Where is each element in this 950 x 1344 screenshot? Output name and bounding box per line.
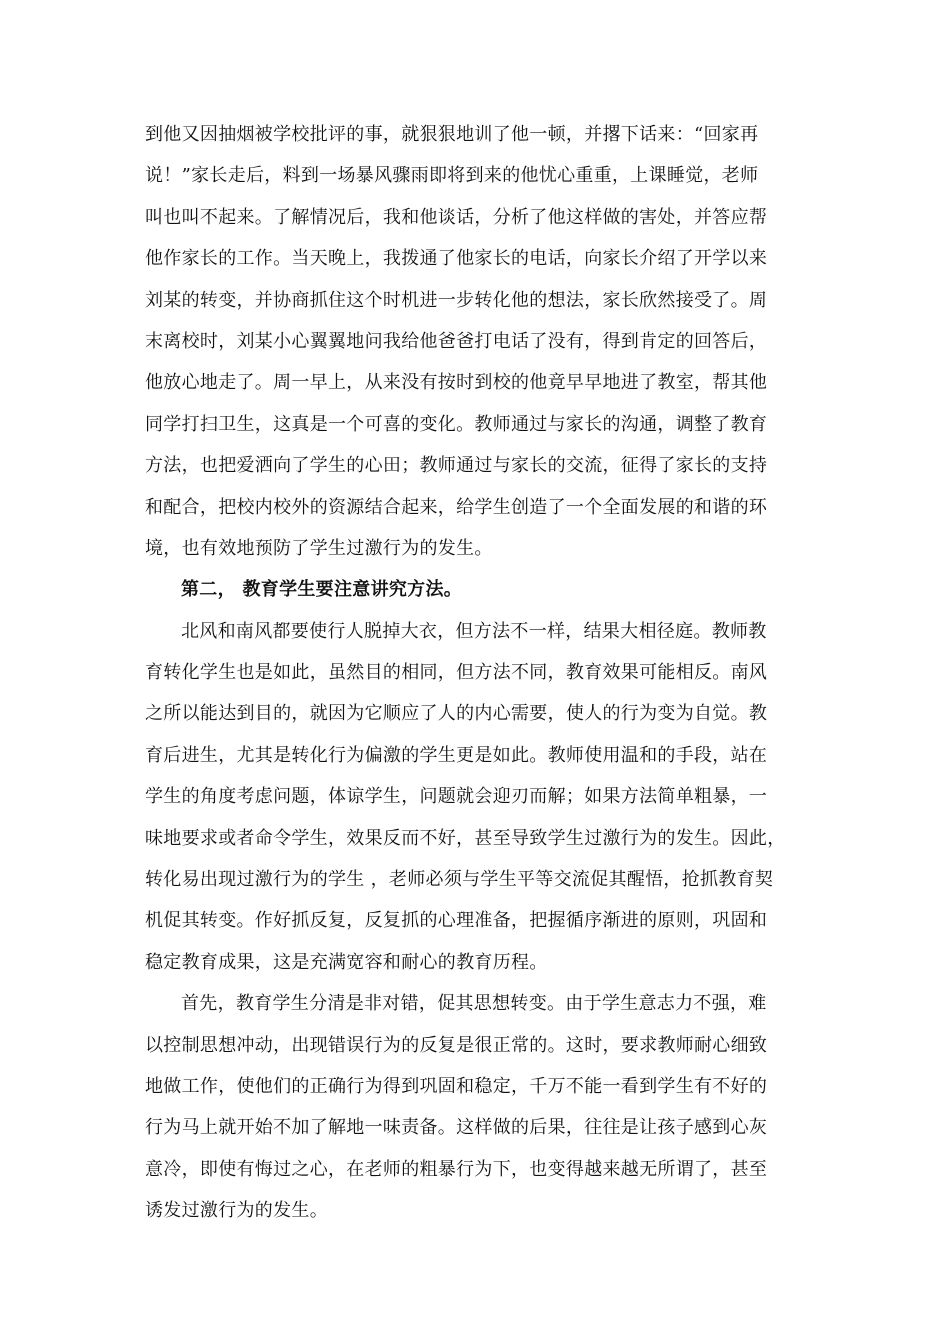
text-line: 机促其转变。作好抓反复，反复抓的心理准备，把握循序渐进的原则，巩固和: [145, 910, 768, 932]
text-line: 意冷，即使有悔过之心，在老师的粗暴行为下，也变得越来越无所谓了，甚至: [145, 1158, 768, 1180]
text-line: 刘某的转变，并协商抓住这个时机进一步转化他的想法，家长欣然接受了。周: [145, 289, 768, 311]
text-line: 他放心地走了。周一早上，从来没有按时到校的他竟早早地进了教室，帮其他: [145, 372, 768, 394]
text-line: 末离校时，刘某小心翼翼地问我给他爸爸打电话了没有，得到肯定的回答后，: [145, 330, 768, 352]
text-line: 以控制思想冲动，出现错误行为的反复是很正常的。这时，要求教师耐心细致: [145, 1034, 768, 1056]
text-line: 北风和南风都要使行人脱掉大衣，但方法不一样，结果大相径庭。教师教: [181, 620, 767, 642]
text-line: 方法，也把爱洒向了学生的心田；教师通过与家长的交流，征得了家长的支持: [145, 455, 768, 477]
text-line: 他作家长的工作。当天晚上，我拨通了他家长的电话，向家长介绍了开学以来: [145, 248, 768, 270]
text-line: 育转化学生也是如此，虽然目的相同，但方法不同，教育效果可能相反。南风: [145, 662, 768, 684]
text-line: 同学打扫卫生，这真是一个可喜的变化。教师通过与家长的沟通，调整了教育: [145, 413, 768, 435]
text-line: 境，也有效地预防了学生过激行为的发生。: [145, 537, 493, 559]
text-line: 学生的角度考虑问题，体谅学生，问题就会迎刃而解；如果方法简单粗暴，一: [145, 786, 768, 808]
text-line: 地做工作，使他们的正确行为得到巩固和稳定，千万不能一看到学生有不好的: [145, 1075, 768, 1097]
text-line: 叫也叫不起来。了解情况后，我和他谈话，分析了他这样做的害处，并答应帮: [145, 206, 768, 228]
document-body: [145, 114, 825, 1232]
text-line: 和配合，把校内校外的资源结合起来，给学生创造了一个全面发展的和谐的环: [145, 496, 768, 518]
text-line: 诱发过激行为的发生。: [145, 1200, 328, 1222]
text-line: 转化易出现过激行为的学生 ，老师必须与学生平等交流促其醒悟，抢抓教育契: [145, 869, 774, 891]
text-line: 首先，教育学生分清是非对错，促其思想转变。由于学生意志力不强，难: [181, 993, 767, 1015]
text-line: 说！”家长走后，料到一场暴风骤雨即将到来的他忧心重重，上课睡觉，老师: [145, 165, 759, 187]
text-line: 稳定教育成果，这是充满宽容和耐心的教育历程。: [145, 951, 548, 973]
text-line: 行为马上就开始不加了解地一味责备。这样做的后果，往往是让孩子感到心灰: [145, 1117, 768, 1139]
section-heading: 第二， 教育学生要注意讲究方法。: [181, 579, 463, 601]
text-line: 到他又因抽烟被学校批评的事，就狠狠地训了他一顿，并撂下话来：“回家再: [145, 124, 759, 145]
text-line: 之所以能达到目的，就因为它顺应了人的内心需要，使人的行为变为自觉。教: [145, 703, 768, 725]
text-line: 味地要求或者命令学生，效果反而不好，甚至导致学生过激行为的发生。因此，: [145, 827, 786, 849]
text-line: 育后进生，尤其是转化行为偏激的学生更是如此。教师使用温和的手段，站在: [145, 744, 768, 766]
